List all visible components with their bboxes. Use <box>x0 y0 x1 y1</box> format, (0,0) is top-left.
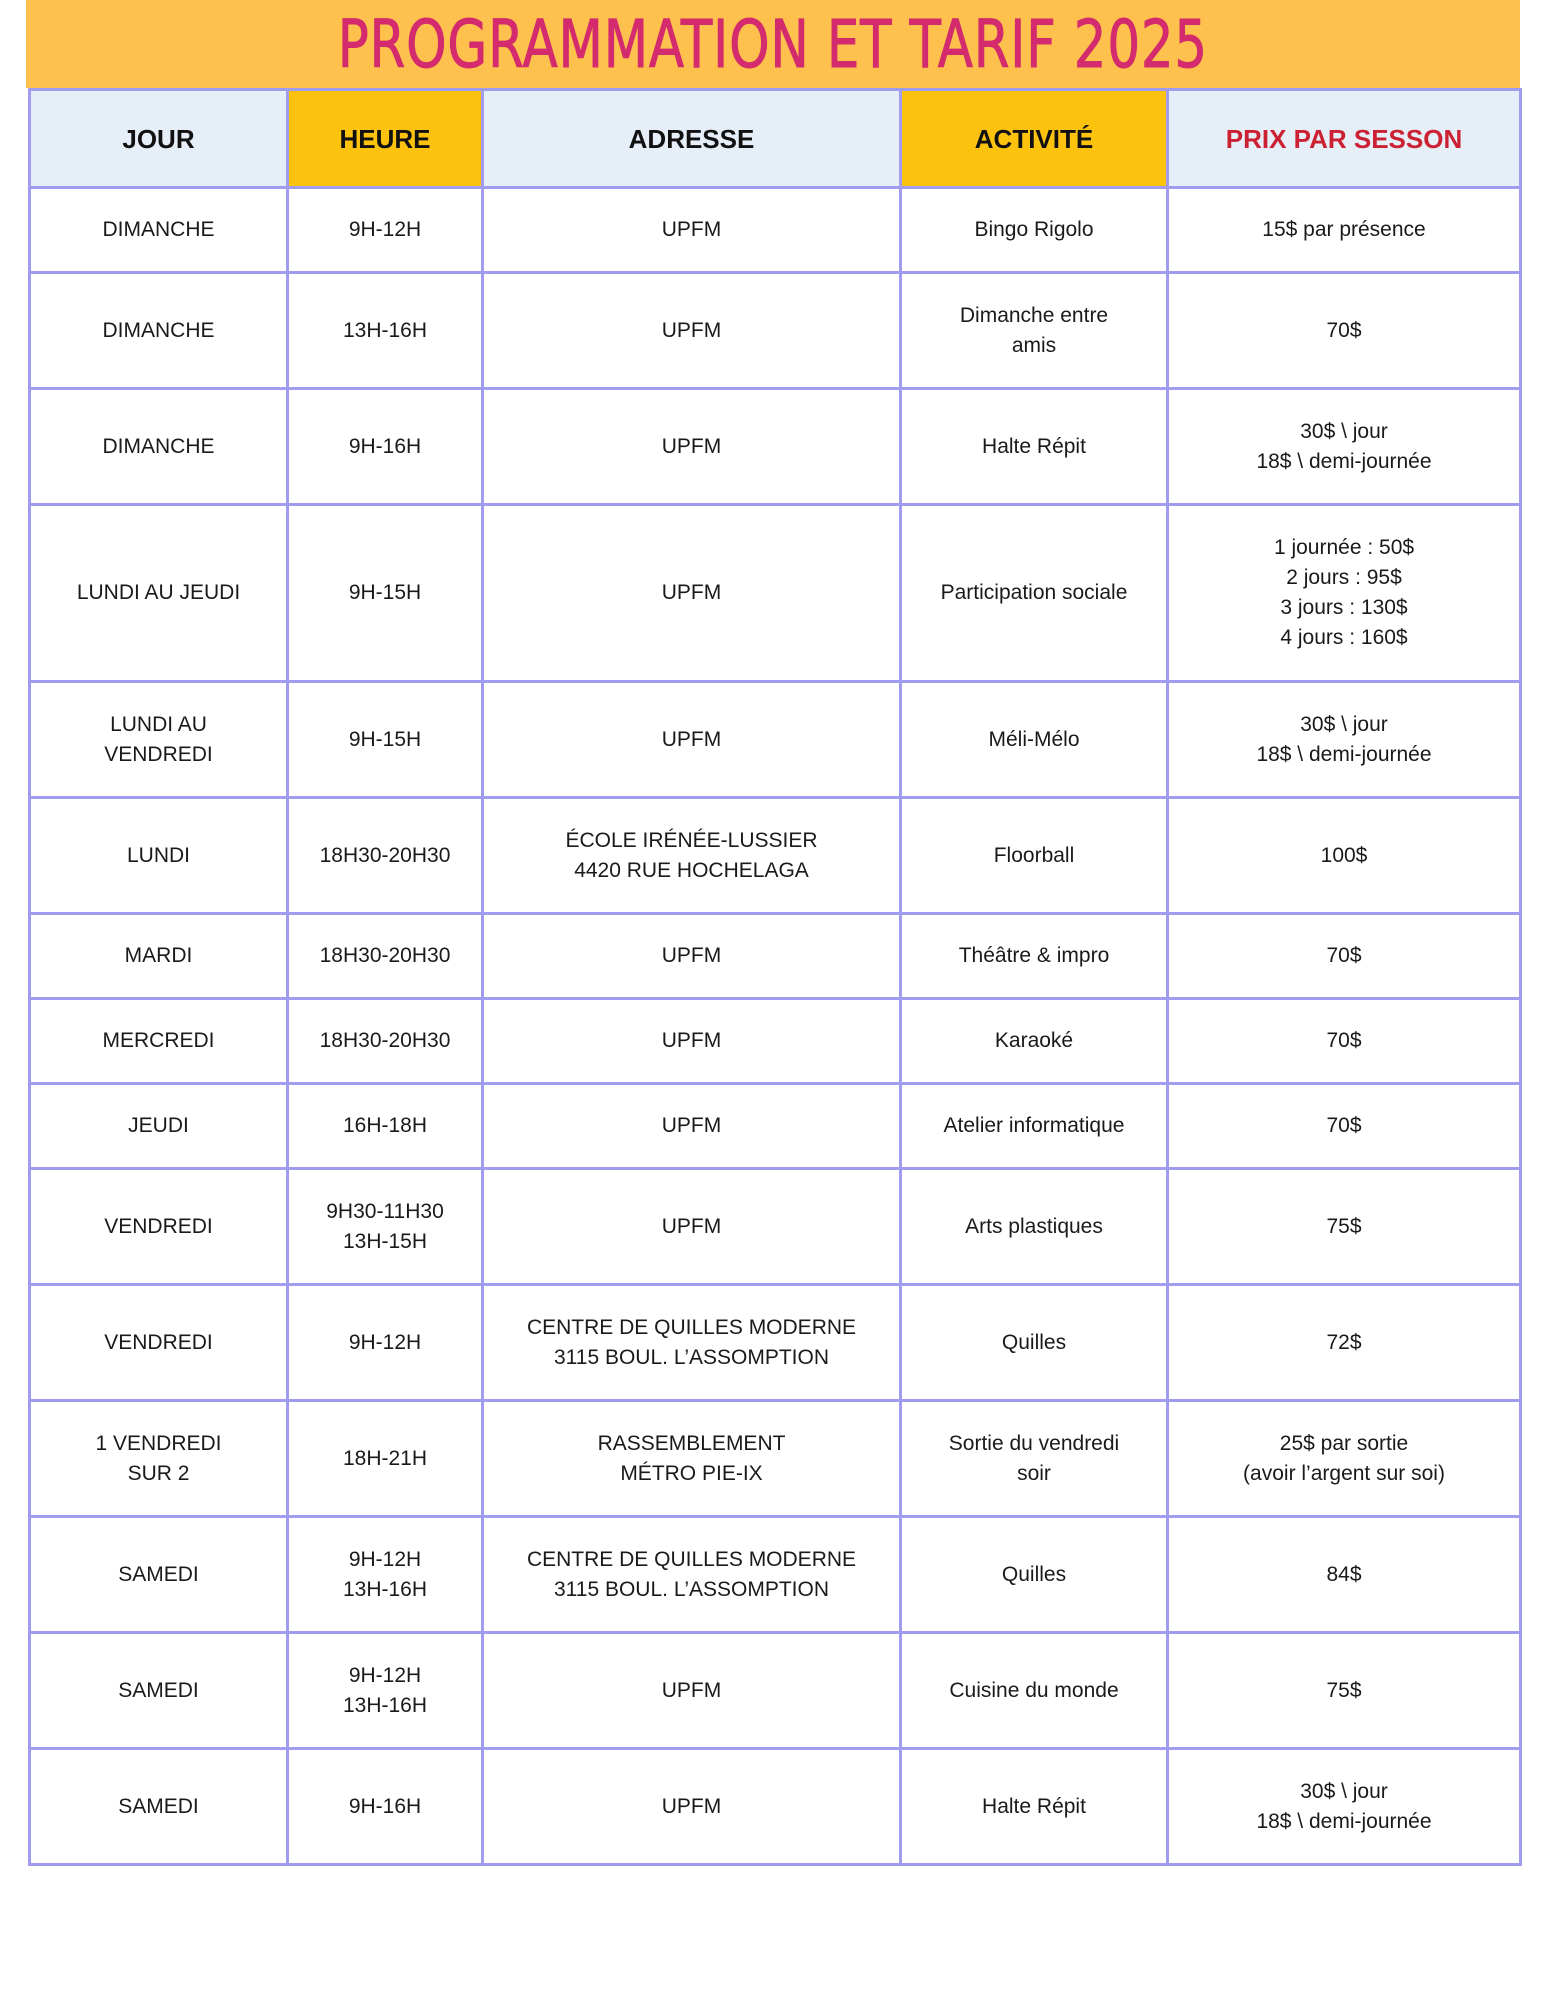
cell-activity: Quilles <box>901 1517 1168 1633</box>
table-row <box>30 1633 1521 1749</box>
cell-price: 75$ <box>1168 1169 1521 1285</box>
cell-price: 72$ <box>1168 1285 1521 1401</box>
cell-address: UPFM <box>483 914 901 999</box>
cell-day: SAMEDI <box>30 1749 288 1865</box>
cell-address: RASSEMBLEMENT MÉTRO PIE-IX <box>483 1401 901 1517</box>
table-row <box>30 798 1521 914</box>
header-prix: PRIX PAR SESSON <box>1168 90 1521 188</box>
cell-activity: Karaoké <box>901 999 1168 1084</box>
cell-price: 15$ par présence <box>1168 188 1521 273</box>
table-row <box>30 1084 1521 1169</box>
header-adresse: ADRESSE <box>483 90 901 188</box>
cell-address: UPFM <box>483 273 901 389</box>
cell-day: DIMANCHE <box>30 188 288 273</box>
cell-address: UPFM <box>483 188 901 273</box>
cell-day: LUNDI <box>30 798 288 914</box>
cell-address: CENTRE DE QUILLES MODERNE 3115 BOUL. L’ASSOMPTION <box>483 1285 901 1401</box>
cell-time: 9H-15H <box>288 505 483 682</box>
cell-activity: Arts plastiques <box>901 1169 1168 1285</box>
cell-price: 30$ \ jour 18$ \ demi-journée <box>1168 389 1521 505</box>
table-row <box>30 999 1521 1084</box>
header-row <box>30 90 1521 188</box>
cell-address: UPFM <box>483 682 901 798</box>
cell-price: 1 journée : 50$ 2 jours : 95$ 3 jours : 130$ 4 jours : 160$ <box>1168 505 1521 682</box>
cell-day: DIMANCHE <box>30 389 288 505</box>
table-row <box>30 273 1521 389</box>
table-row <box>30 1749 1521 1865</box>
cell-address: UPFM <box>483 1749 901 1865</box>
cell-address: UPFM <box>483 505 901 682</box>
cell-activity: Bingo Rigolo <box>901 188 1168 273</box>
cell-time: 13H-16H <box>288 273 483 389</box>
schedule-table <box>28 88 1522 1866</box>
cell-time: 9H-12H 13H-16H <box>288 1517 483 1633</box>
cell-day: 1 VENDREDI SUR 2 <box>30 1401 288 1517</box>
table-row <box>30 1401 1521 1517</box>
cell-price: 70$ <box>1168 273 1521 389</box>
cell-time: 9H-15H <box>288 682 483 798</box>
cell-activity: Quilles <box>901 1285 1168 1401</box>
cell-time: 18H-21H <box>288 1401 483 1517</box>
table-row <box>30 188 1521 273</box>
cell-address: UPFM <box>483 1169 901 1285</box>
cell-price: 30$ \ jour 18$ \ demi-journée <box>1168 1749 1521 1865</box>
table-row <box>30 1517 1521 1633</box>
cell-day: MERCREDI <box>30 999 288 1084</box>
cell-time: 18H30-20H30 <box>288 798 483 914</box>
cell-activity: Cuisine du monde <box>901 1633 1168 1749</box>
cell-day: DIMANCHE <box>30 273 288 389</box>
cell-day: SAMEDI <box>30 1517 288 1633</box>
table-row <box>30 505 1521 682</box>
cell-activity: Halte Répit <box>901 389 1168 505</box>
cell-activity: Sortie du vendredi soir <box>901 1401 1168 1517</box>
header-jour: JOUR <box>30 90 288 188</box>
cell-time: 9H-16H <box>288 389 483 505</box>
header-heure: HEURE <box>288 90 483 188</box>
cell-activity: Atelier informatique <box>901 1084 1168 1169</box>
table-row <box>30 682 1521 798</box>
title-banner <box>26 0 1520 88</box>
cell-time: 9H30-11H30 13H-15H <box>288 1169 483 1285</box>
cell-time: 18H30-20H30 <box>288 999 483 1084</box>
cell-time: 18H30-20H30 <box>288 914 483 999</box>
cell-activity: Participation sociale <box>901 505 1168 682</box>
cell-price: 100$ <box>1168 798 1521 914</box>
table-row <box>30 1169 1521 1285</box>
cell-day: VENDREDI <box>30 1285 288 1401</box>
cell-time: 9H-16H <box>288 1749 483 1865</box>
cell-address: CENTRE DE QUILLES MODERNE 3115 BOUL. L’ASSOMPTION <box>483 1517 901 1633</box>
cell-time: 9H-12H <box>288 1285 483 1401</box>
cell-address: UPFM <box>483 999 901 1084</box>
cell-day: VENDREDI <box>30 1169 288 1285</box>
cell-day: SAMEDI <box>30 1633 288 1749</box>
cell-address: UPFM <box>483 389 901 505</box>
cell-price: 30$ \ jour 18$ \ demi-journée <box>1168 682 1521 798</box>
cell-activity: Théâtre & impro <box>901 914 1168 999</box>
cell-day: LUNDI AU JEUDI <box>30 505 288 682</box>
cell-address: UPFM <box>483 1633 901 1749</box>
cell-price: 70$ <box>1168 914 1521 999</box>
cell-price: 70$ <box>1168 1084 1521 1169</box>
cell-price: 84$ <box>1168 1517 1521 1633</box>
cell-day: MARDI <box>30 914 288 999</box>
table-row <box>30 1285 1521 1401</box>
cell-address: UPFM <box>483 1084 901 1169</box>
cell-day: JEUDI <box>30 1084 288 1169</box>
cell-price: 75$ <box>1168 1633 1521 1749</box>
cell-activity: Halte Répit <box>901 1749 1168 1865</box>
cell-price: 25$ par sortie (avoir l’argent sur soi) <box>1168 1401 1521 1517</box>
table-row <box>30 389 1521 505</box>
cell-day: LUNDI AU VENDREDI <box>30 682 288 798</box>
page-title: PROGRAMMATION ET TARIF 2025 <box>337 5 1209 83</box>
cell-address: ÉCOLE IRÉNÉE-LUSSIER 4420 RUE HOCHELAGA <box>483 798 901 914</box>
cell-activity: Dimanche entre amis <box>901 273 1168 389</box>
cell-time: 16H-18H <box>288 1084 483 1169</box>
header-activite: ACTIVITÉ <box>901 90 1168 188</box>
cell-activity: Méli-Mélo <box>901 682 1168 798</box>
cell-time: 9H-12H 13H-16H <box>288 1633 483 1749</box>
cell-activity: Floorball <box>901 798 1168 914</box>
cell-time: 9H-12H <box>288 188 483 273</box>
cell-price: 70$ <box>1168 999 1521 1084</box>
table-row <box>30 914 1521 999</box>
